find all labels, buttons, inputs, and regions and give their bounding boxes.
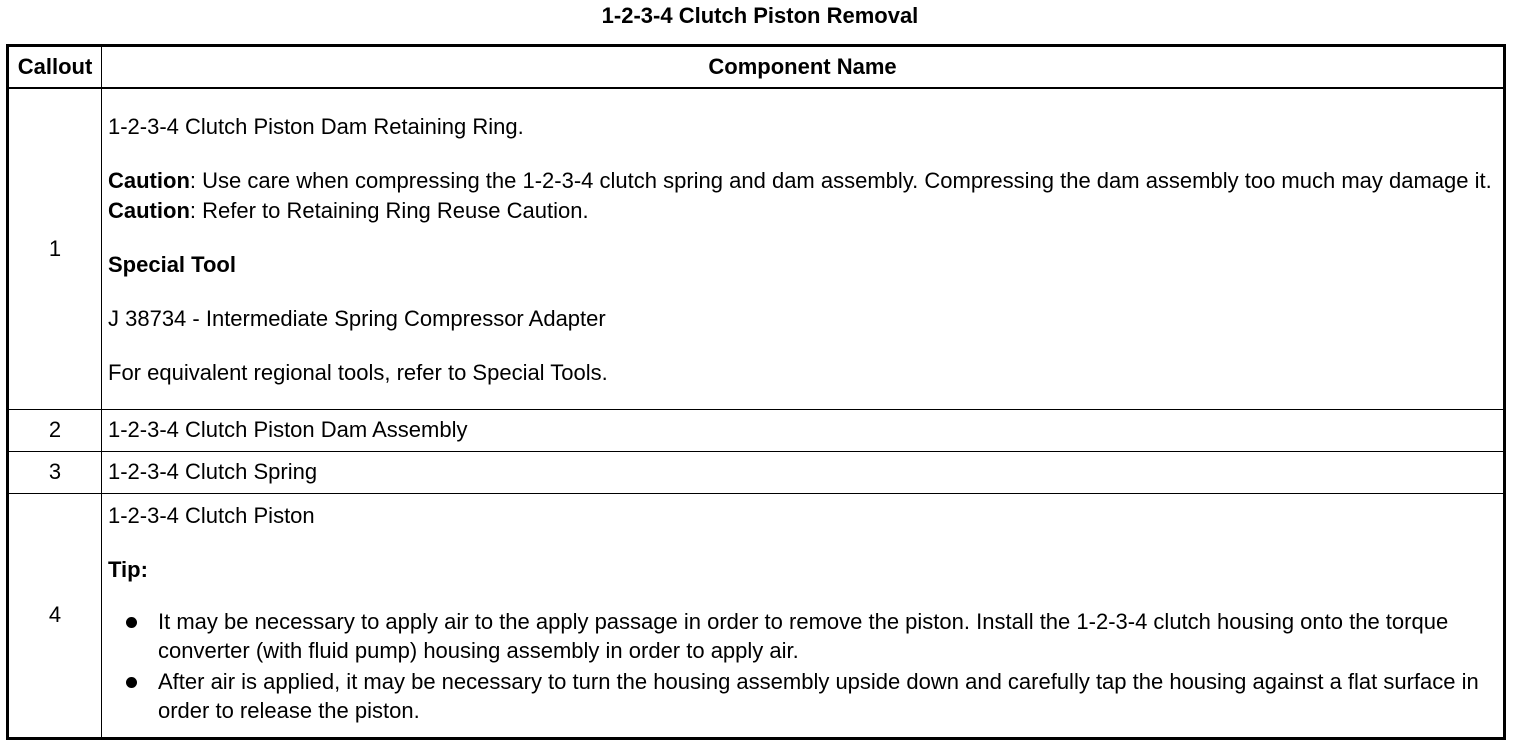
equivalent-tools-note: For equivalent regional tools, refer to Special Tools. [108,359,608,385]
special-tool: J 38734 - Intermediate Spring Compressor Adapter [108,305,606,331]
caution-text: : Refer to Retaining Ring Reuse Caution. [189,197,589,223]
table-header-row [8,46,1505,89]
components-table [6,44,1506,740]
caution-label: Caution [108,167,190,193]
component-name: 1-2-3-4 Clutch Spring [102,451,1505,493]
component-cell [102,88,1505,409]
caution-note [108,196,1497,226]
tip-text: After air is applied, it may be necessary to turn the housing assembly upside down and carefully tap the housing against a flat surface in order to release the piston. [158,669,1479,724]
component-name: 1-2-3-4 Clutch Piston Dam Assembly [102,409,1505,451]
component-name: 1-2-3-4 Clutch Piston Dam Retaining Ring. [108,113,524,139]
tip-text: It may be necessary to apply air to the apply passage in order to remove the piston. Install the 1-2-3-4 clutch housing onto the torque converter (with fluid pump) housing assembly in order to apply air. [158,609,1449,664]
caution-note [108,166,1497,196]
callout-cell: 1 [8,88,102,409]
list-item [108,667,1497,725]
caution-label: Caution [108,197,190,223]
callout-cell: 3 [8,451,102,493]
caution-text: : Use care when compressing the 1-2-3-4 clutch spring and dam assembly. Compressing the dam assembly too much may damage it. [189,167,1492,193]
bullet-icon [126,617,137,628]
list-item [108,607,1497,665]
component-name: 1-2-3-4 Clutch Piston [108,503,315,529]
page-title: 1-2-3-4 Clutch Piston Removal [601,3,919,28]
header-component-name: Component Name [102,46,1505,89]
bullet-icon [126,677,137,688]
component-cell [102,493,1505,739]
table-row [8,451,1505,493]
header-callout: Callout [8,46,102,89]
special-tool-heading: Special Tool [108,251,236,277]
table-row [8,493,1505,739]
tip-list [108,607,1497,725]
tip-label: Tip: [108,557,148,583]
table-row [8,409,1505,451]
table-row [8,88,1505,409]
callout-cell: 4 [8,493,102,739]
callout-cell: 2 [8,409,102,451]
